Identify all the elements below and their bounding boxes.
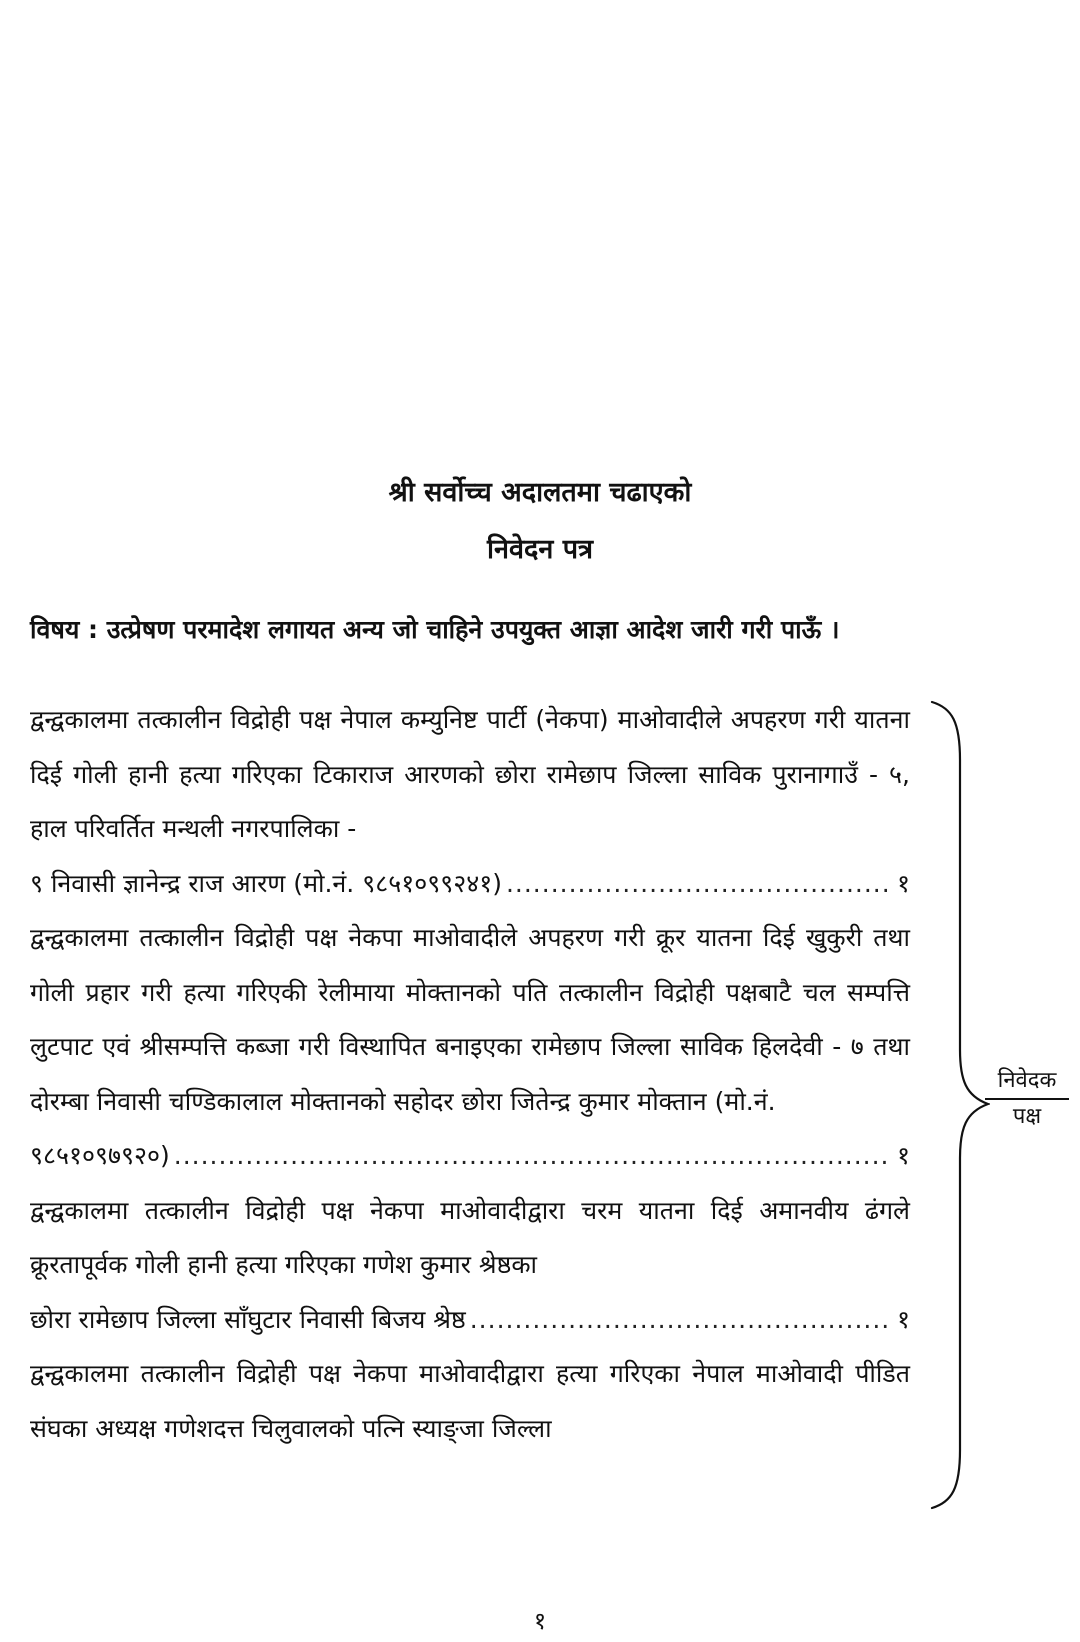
petitioner-count: १ (896, 1141, 910, 1170)
petitioner-description: द्वन्द्वकालमा तत्कालीन विद्रोही पक्ष नेकपा माओवादीद्वारा हत्या गरिएका नेपाल माओवादी पीडित संघका अध्यक्ष गणेशदत्त चिलुवालको पत्नि स्याङ्जा जिल्ला (30, 1359, 910, 1443)
dot-leader (470, 1293, 891, 1348)
dot-leader (506, 857, 891, 912)
petitioner-party-label (985, 1066, 1069, 1132)
petitioner-count: १ (896, 1304, 910, 1334)
petitioner-count: १ (896, 868, 910, 898)
page-number: १ (533, 1607, 547, 1635)
curly-brace (930, 700, 990, 1510)
petitioner-name-line: छोरा रामेछाप जिल्ला साँघुटार निवासी बिजय श्रेष्ठ (30, 1304, 466, 1334)
petitioner-description: द्वन्द्वकालमा तत्कालीन विद्रोही पक्ष नेकपा माओवादीले अपहरण गरी क्रूर यातना दिई खुकुरी तथा गोली प्रहार गरी हत्या गरिएकी रेलीमाया मोक्तानको पति तत्कालीन विद्रोही पक्षबाटै चल सम्पत्ति लुटपाट एवं श्रीसम्पत्ति कब्जा गरी विस्थापित बनाइएका रामेछाप जिल्ला साविक हिलदेवी - ७ तथा दोरम्बा निवासी चण्डिकालाल मोक्तानको सहोदर छोरा जितेन्द्र कुमार मोक्तान (मो.नं. (30, 923, 910, 1116)
petitioner-tail-line (30, 1129, 910, 1184)
petitioner-entry (30, 911, 910, 1184)
petitioner-name-line: ९८५१०९७९२०) (30, 1141, 170, 1170)
petitioner-entry (30, 693, 910, 911)
party-label-top: निवेदक (985, 1066, 1069, 1100)
petitioner-tail-line (30, 1293, 910, 1348)
document-title: निवेदन पत्र (487, 534, 593, 565)
party-label-bottom: पक्ष (1012, 1104, 1042, 1129)
petitioner-description: द्वन्द्वकालमा तत्कालीन विद्रोही पक्ष नेपाल कम्युनिष्ट पार्टी (नेकपा) माओवादीले अपहरण गरी यातना दिई गोली हानी हत्या गरिएका टिकाराज आरणको छोरा रामेछाप जिल्ला साविक पुरानागाउँ - ५, हाल परिवर्तित मन्थली नगरपालिका - (30, 705, 910, 843)
court-heading: श्री सर्वोच्च अदालतमा चढाएको (388, 477, 692, 508)
petitioner-name-line: ९ निवासी ज्ञानेन्द्र राज आरण (मो.नं. ९८५१०९९२४१) (30, 868, 502, 898)
dot-leader (174, 1129, 891, 1184)
petitioner-description: द्वन्द्वकालमा तत्कालीन विद्रोही पक्ष नेकपा माओवादीद्वारा चरम यातना दिई अमानवीय ढंगले क्रूरतापूर्वक गोली हानी हत्या गरिएका गणेश कुमार श्रेष्ठका (30, 1195, 910, 1279)
petitioner-entry (30, 1347, 910, 1456)
petitioner-tail-line (30, 857, 910, 912)
subject-line: विषय : उत्प्रेषण परमादेश लगायत अन्य जो चाहिने उपयुक्त आज्ञा आदेश जारी गरी पाऊँ । (30, 615, 840, 644)
petitioner-list (30, 693, 910, 1456)
petitioner-entry (30, 1184, 910, 1348)
